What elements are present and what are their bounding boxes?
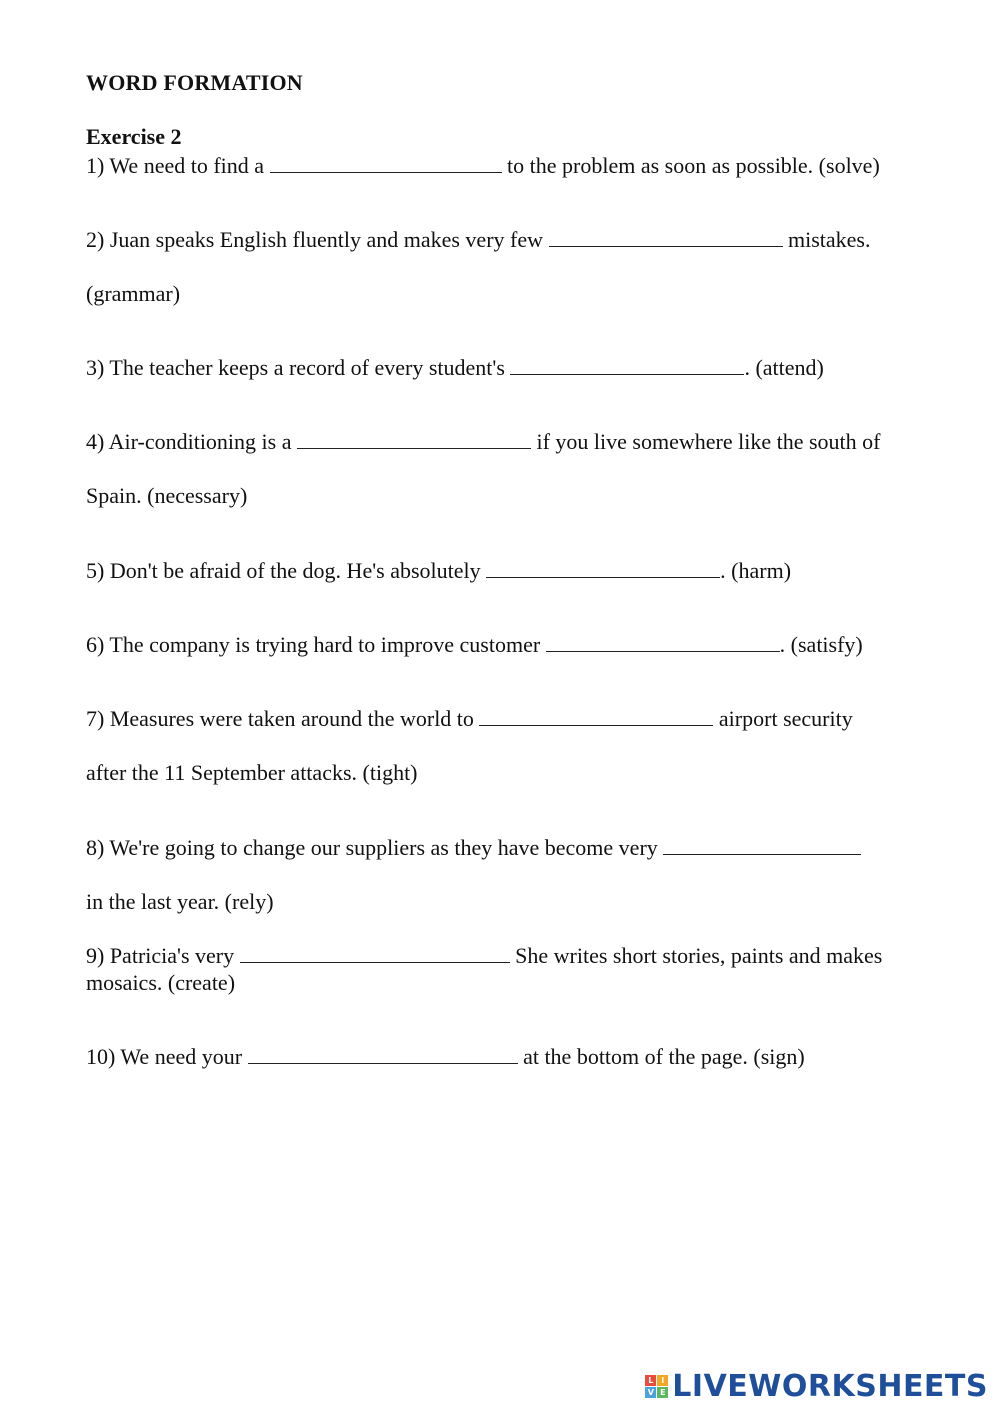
question-6 [86, 632, 863, 658]
answer-blank[interactable] [270, 154, 502, 173]
question-text: mistakes. [782, 227, 871, 252]
logo-cube: V [645, 1387, 656, 1398]
question-8-continued: in the last year. (rely) [86, 889, 274, 914]
question-text: if you live somewhere like the south of [530, 429, 881, 454]
question-text: 3) The teacher keeps a record of every student's [86, 355, 511, 380]
question-text: 2) Juan speaks English fluently and makes very few [86, 227, 549, 252]
logo-cubes-icon [645, 1375, 668, 1398]
question-5 [86, 558, 791, 584]
logo-cube: L [645, 1375, 656, 1386]
question-text: 9) Patricia's very [86, 943, 240, 968]
answer-blank[interactable] [248, 1045, 518, 1064]
question-text: airport security [713, 706, 853, 731]
question-4 [86, 429, 880, 455]
question-text: She writes short stories, paints and makes [509, 943, 883, 968]
answer-blank[interactable] [486, 559, 720, 578]
answer-blank[interactable] [546, 633, 780, 652]
question-10 [86, 1044, 805, 1070]
question-text: 1) We need to find a [86, 153, 270, 178]
question-7-continued: after the 11 September attacks. (tight) [86, 760, 418, 785]
question-text: . (satisfy) [779, 632, 863, 657]
logo-text: LIVEWORKSHEETS [672, 1369, 988, 1404]
answer-blank[interactable] [297, 430, 531, 449]
question-text: 4) Air-conditioning is a [86, 429, 297, 454]
logo-cube: E [657, 1387, 668, 1398]
question-text: 5) Don't be afraid of the dog. He's absolutely [86, 558, 487, 583]
question-7 [86, 706, 853, 732]
logo-cube: I [657, 1375, 668, 1386]
answer-blank[interactable] [510, 356, 744, 375]
question-9 [86, 943, 882, 969]
question-2-continued: (grammar) [86, 281, 181, 306]
answer-blank[interactable] [663, 836, 861, 855]
question-text: to the problem as soon as possible. (solve) [501, 153, 880, 178]
question-text: . (harm) [720, 558, 792, 583]
question-8 [86, 835, 861, 861]
question-9-continued: mosaics. (create) [86, 970, 236, 995]
question-4-continued: Spain. (necessary) [86, 483, 248, 508]
question-text: . (attend) [744, 355, 824, 380]
question-text: 7) Measures were taken around the world to [86, 706, 480, 731]
question-text: at the bottom of the page. (sign) [517, 1044, 805, 1069]
question-text: 6) The company is trying hard to improve customer [86, 632, 546, 657]
answer-blank[interactable] [549, 228, 783, 247]
question-3 [86, 355, 824, 381]
question-1 [86, 153, 880, 179]
question-text: 10) We need your [86, 1044, 248, 1069]
question-2 [86, 227, 871, 253]
answer-blank[interactable] [240, 944, 510, 963]
worksheet-title: WORD FORMATION [86, 70, 303, 95]
liveworksheets-logo [645, 1369, 988, 1404]
question-text: 8) We're going to change our suppliers as they have become very [86, 835, 664, 860]
answer-blank[interactable] [479, 707, 713, 726]
exercise-heading: Exercise 2 [86, 124, 182, 149]
